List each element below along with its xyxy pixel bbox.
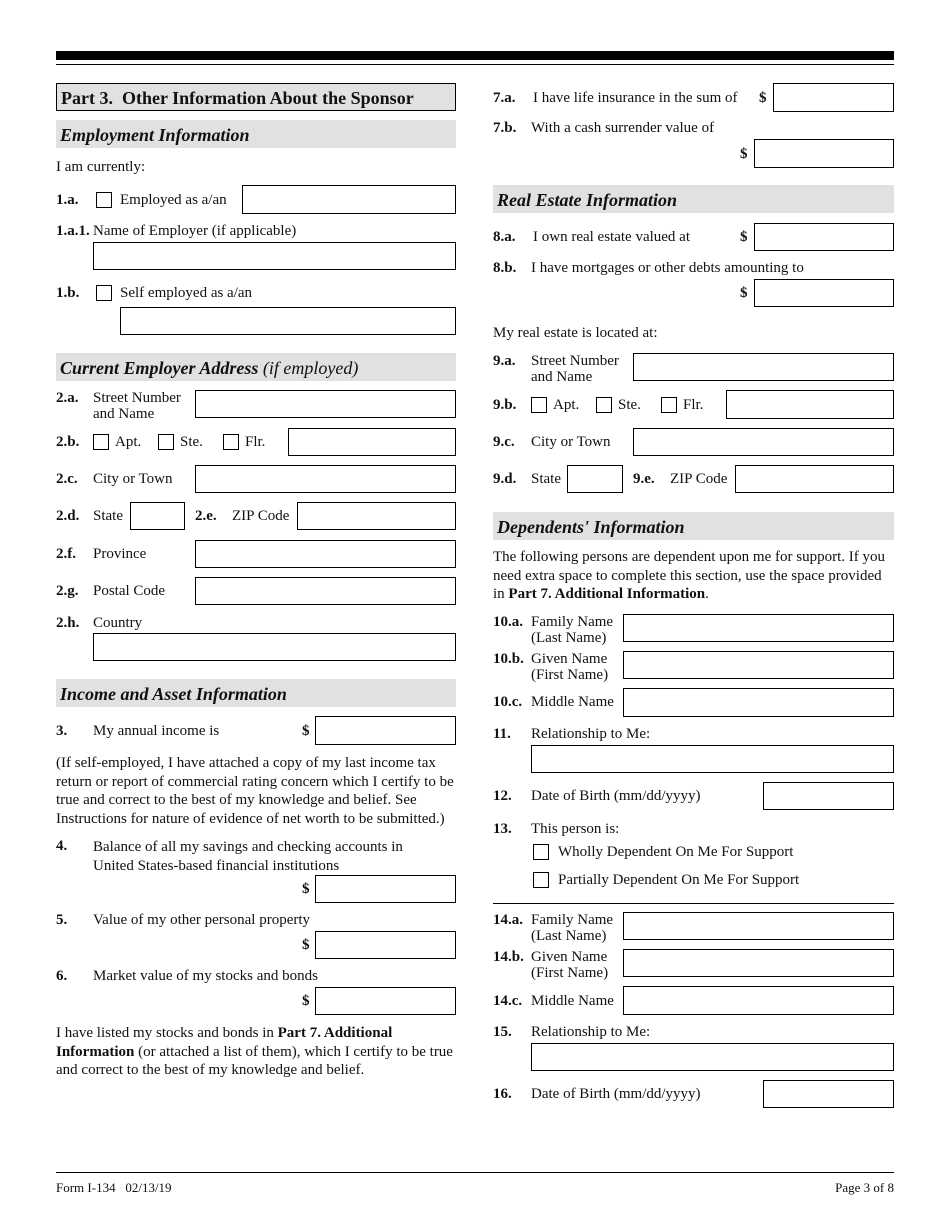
q9a-number: 9.a.	[493, 353, 516, 369]
dependent2-relationship-input[interactable]	[531, 1043, 894, 1071]
real-estate-apt-checkbox[interactable]	[531, 397, 547, 413]
q1a-label: Employed as a/an	[120, 192, 227, 208]
stocks-statement-pre: I have listed my stocks and bonds in	[56, 1025, 278, 1041]
employer-apt-label: Apt.	[115, 434, 142, 450]
dependent1-dob-input[interactable]	[763, 782, 894, 810]
employer-name-input[interactable]	[93, 242, 456, 270]
partially-dependent-label: Partially Dependent On Me For Support	[558, 872, 800, 888]
q12-label: Date of Birth (mm/dd/yyyy)	[531, 788, 701, 804]
q8a-label: I own real estate valued at	[533, 229, 691, 245]
partially-dependent-checkbox[interactable]	[533, 872, 549, 888]
q7b-label: With a cash surrender value of	[531, 120, 715, 136]
real-estate-state-input[interactable]	[567, 465, 623, 493]
q9a-label-1: Street Number	[531, 353, 619, 369]
q12-number: 12.	[493, 788, 512, 804]
employer-street-input[interactable]	[195, 390, 456, 418]
q9d-label: State	[531, 471, 561, 487]
part-title-text: Part 3. Other Information About the Sponsor	[61, 88, 414, 108]
employed-checkbox[interactable]	[96, 192, 112, 208]
dependents-intro-post: .	[705, 586, 709, 602]
dependent1-middle-name-input[interactable]	[623, 688, 894, 717]
q15-number: 15.	[493, 1024, 512, 1040]
q2h-label: Country	[93, 615, 143, 631]
employer-address-heading-main: Current Employer Address	[60, 358, 259, 378]
q16-number: 16.	[493, 1086, 512, 1102]
q6-label: Market value of my stocks and bonds	[93, 968, 318, 984]
q9b-number: 9.b.	[493, 397, 517, 413]
self-employed-note: (If self-employed, I have attached a copy of my last income tax return or report of commercial rating concern which I certify to be true and correct to the best of my knowledge and belief. See Instructions for nature of evidence of net worth to be submitted.)	[56, 755, 454, 827]
self-employed-checkbox[interactable]	[96, 285, 112, 301]
q8a-dollar: $	[740, 229, 748, 245]
q4-number: 4.	[56, 838, 68, 854]
real-estate-city-input[interactable]	[633, 428, 894, 456]
employer-city-input[interactable]	[195, 465, 456, 493]
top-rule-thick	[56, 51, 894, 60]
dependents-divider	[493, 903, 894, 904]
q2a-number: 2.a.	[56, 390, 79, 406]
q6-number: 6.	[56, 968, 68, 984]
q10a-number: 10.a.	[493, 614, 523, 630]
q1a1-label: Name of Employer (if applicable)	[93, 223, 297, 239]
real-estate-heading-text: Real Estate Information	[497, 190, 678, 210]
employer-unit-input[interactable]	[288, 428, 456, 456]
stocks-statement-post: (or attached a list of them), which I certify to be true and correct to the best of my knowledge and belief.	[56, 1043, 453, 1078]
q10a-label-1: Family Name	[531, 614, 614, 630]
q7a-dollar: $	[759, 90, 767, 106]
q10b-label-1: Given Name	[531, 651, 608, 667]
q8a-number: 8.a.	[493, 229, 516, 245]
cash-surrender-input[interactable]	[754, 139, 894, 168]
personal-property-input[interactable]	[315, 931, 456, 959]
q9a-label-2: and Name	[531, 369, 593, 385]
q2c-number: 2.c.	[56, 471, 78, 487]
q8b-label: I have mortgages or other debts amounting to	[531, 260, 804, 276]
dependents-intro-pre: The following persons are dependent upon me for support. If you need extra space to complete this section, use the space provided in	[493, 549, 885, 602]
income-heading	[56, 679, 456, 707]
top-rule-thin	[56, 64, 894, 65]
part-title	[56, 83, 456, 111]
q9c-number: 9.c.	[493, 434, 515, 450]
q14a-label-1: Family Name	[531, 912, 614, 928]
employer-address-heading-note: (if employed)	[262, 358, 359, 378]
q8b-dollar: $	[740, 285, 748, 301]
employer-flr-label: Flr.	[245, 434, 266, 450]
real-estate-value-input[interactable]	[754, 223, 894, 251]
employer-flr-checkbox[interactable]	[223, 434, 239, 450]
real-estate-apt-label: Apt.	[553, 397, 580, 413]
q14c-number: 14.c.	[493, 993, 523, 1009]
dependents-intro-bold: Part 7. Additional Information	[508, 586, 706, 602]
wholly-dependent-checkbox[interactable]	[533, 844, 549, 860]
q2d-number: 2.d.	[56, 508, 80, 524]
q7a-label: I have life insurance in the sum of	[533, 90, 738, 106]
wholly-dependent-label: Wholly Dependent On Me For Support	[558, 844, 794, 860]
q14a-label-2: (Last Name)	[531, 928, 607, 944]
q11-label: Relationship to Me:	[531, 726, 651, 742]
real-estate-street-input[interactable]	[633, 353, 894, 381]
q1a-number: 1.a.	[56, 192, 79, 208]
q2h-number: 2.h.	[56, 615, 80, 631]
q2d-label: State	[93, 508, 123, 524]
dependents-intro	[493, 548, 894, 604]
q10a-label-2: (Last Name)	[531, 630, 607, 646]
page-number: Page 3 of 8	[835, 1180, 894, 1195]
q5-dollar: $	[302, 937, 310, 953]
real-estate-unit-input[interactable]	[726, 390, 894, 419]
q16-label: Date of Birth (mm/dd/yyyy)	[531, 1086, 701, 1102]
dependent2-middle-name-input[interactable]	[623, 986, 894, 1015]
dependent1-family-name-input[interactable]	[623, 614, 894, 642]
q3-dollar: $	[302, 723, 310, 739]
employer-ste-checkbox[interactable]	[158, 434, 174, 450]
employer-address-heading-text	[60, 358, 358, 379]
q11-number: 11.	[493, 726, 511, 742]
employment-intro: I am currently:	[56, 159, 146, 175]
q5-label: Value of my other personal property	[93, 912, 311, 928]
q13-label: This person is:	[531, 821, 620, 837]
q4-dollar: $	[302, 881, 310, 897]
q14b-label-2: (First Name)	[531, 965, 609, 981]
dependent1-relationship-input[interactable]	[531, 745, 894, 773]
q7b-dollar: $	[740, 146, 748, 162]
footer-rule	[56, 1172, 894, 1173]
real-estate-ste-checkbox[interactable]	[596, 397, 612, 413]
q8b-number: 8.b.	[493, 260, 517, 276]
q10b-label-2: (First Name)	[531, 667, 609, 683]
employer-postal-input[interactable]	[195, 577, 456, 605]
form-id: Form I-134 02/13/19	[56, 1180, 172, 1195]
q1a1-number: 1.a.1.	[56, 223, 90, 239]
dependent1-given-name-input[interactable]	[623, 651, 894, 679]
employer-province-input[interactable]	[195, 540, 456, 568]
stocks-bonds-input[interactable]	[315, 987, 456, 1015]
q7a-number: 7.a.	[493, 90, 516, 106]
dependents-heading-text: Dependents' Information	[497, 517, 685, 537]
self-employed-input[interactable]	[120, 307, 456, 335]
q14b-number: 14.b.	[493, 949, 524, 965]
q2g-label: Postal Code	[93, 583, 166, 599]
employer-country-input[interactable]	[93, 633, 456, 661]
stocks-statement-bold: Part 7. Additional Information	[56, 1025, 393, 1060]
q2e-label: ZIP Code	[232, 508, 290, 524]
employer-ste-label: Ste.	[180, 434, 203, 450]
employment-heading	[56, 120, 456, 148]
q1b-label: Self employed as a/an	[120, 285, 253, 301]
dependent2-given-name-input[interactable]	[623, 949, 894, 977]
q2a-label-1: Street Number	[93, 390, 181, 406]
dependent2-family-name-input[interactable]	[623, 912, 894, 940]
q10c-number: 10.c.	[493, 694, 523, 710]
q14c-label: Middle Name	[531, 993, 614, 1009]
real-estate-flr-checkbox[interactable]	[661, 397, 677, 413]
q9e-number: 9.e.	[633, 471, 655, 487]
q2e-number: 2.e.	[195, 508, 217, 524]
q2f-label: Province	[93, 546, 147, 562]
real-estate-heading	[493, 185, 894, 213]
annual-income-input[interactable]	[315, 716, 456, 745]
q4-label: Balance of all my savings and checking accounts in United States-based financial institutions	[93, 839, 403, 874]
q14a-number: 14.a.	[493, 912, 523, 928]
q1b-number: 1.b.	[56, 285, 80, 301]
real-estate-located: My real estate is located at:	[493, 325, 658, 341]
q6-dollar: $	[302, 993, 310, 1009]
q7b-number: 7.b.	[493, 120, 517, 136]
q3-label: My annual income is	[93, 723, 220, 739]
real-estate-ste-label: Ste.	[618, 397, 641, 413]
q2g-number: 2.g.	[56, 583, 79, 599]
employer-state-input[interactable]	[130, 502, 185, 530]
mortgage-debts-input[interactable]	[754, 279, 894, 307]
q9e-label: ZIP Code	[670, 471, 728, 487]
q14b-label-1: Given Name	[531, 949, 608, 965]
q2f-number: 2.f.	[56, 546, 76, 562]
life-insurance-input[interactable]	[773, 83, 894, 112]
q2b-number: 2.b.	[56, 434, 80, 450]
employer-apt-checkbox[interactable]	[93, 434, 109, 450]
q13-number: 13.	[493, 821, 512, 837]
savings-balance-input[interactable]	[315, 875, 456, 903]
employed-as-input[interactable]	[242, 185, 456, 214]
employment-heading-text: Employment Information	[60, 125, 250, 145]
q9c-label: City or Town	[531, 434, 611, 450]
q10b-number: 10.b.	[493, 651, 524, 667]
income-heading-text: Income and Asset Information	[60, 684, 287, 704]
dependents-heading	[493, 512, 894, 540]
employer-zip-input[interactable]	[297, 502, 456, 530]
q3-number: 3.	[56, 723, 68, 739]
dependent2-dob-input[interactable]	[763, 1080, 894, 1108]
q2c-label: City or Town	[93, 471, 173, 487]
q15-label: Relationship to Me:	[531, 1024, 651, 1040]
q2a-label-2: and Name	[93, 406, 155, 422]
real-estate-flr-label: Flr.	[683, 397, 704, 413]
real-estate-zip-input[interactable]	[735, 465, 894, 493]
q5-number: 5.	[56, 912, 68, 928]
stocks-statement	[56, 1024, 456, 1080]
q10c-label: Middle Name	[531, 694, 614, 710]
q9d-number: 9.d.	[493, 471, 517, 487]
employer-address-heading	[56, 353, 456, 381]
